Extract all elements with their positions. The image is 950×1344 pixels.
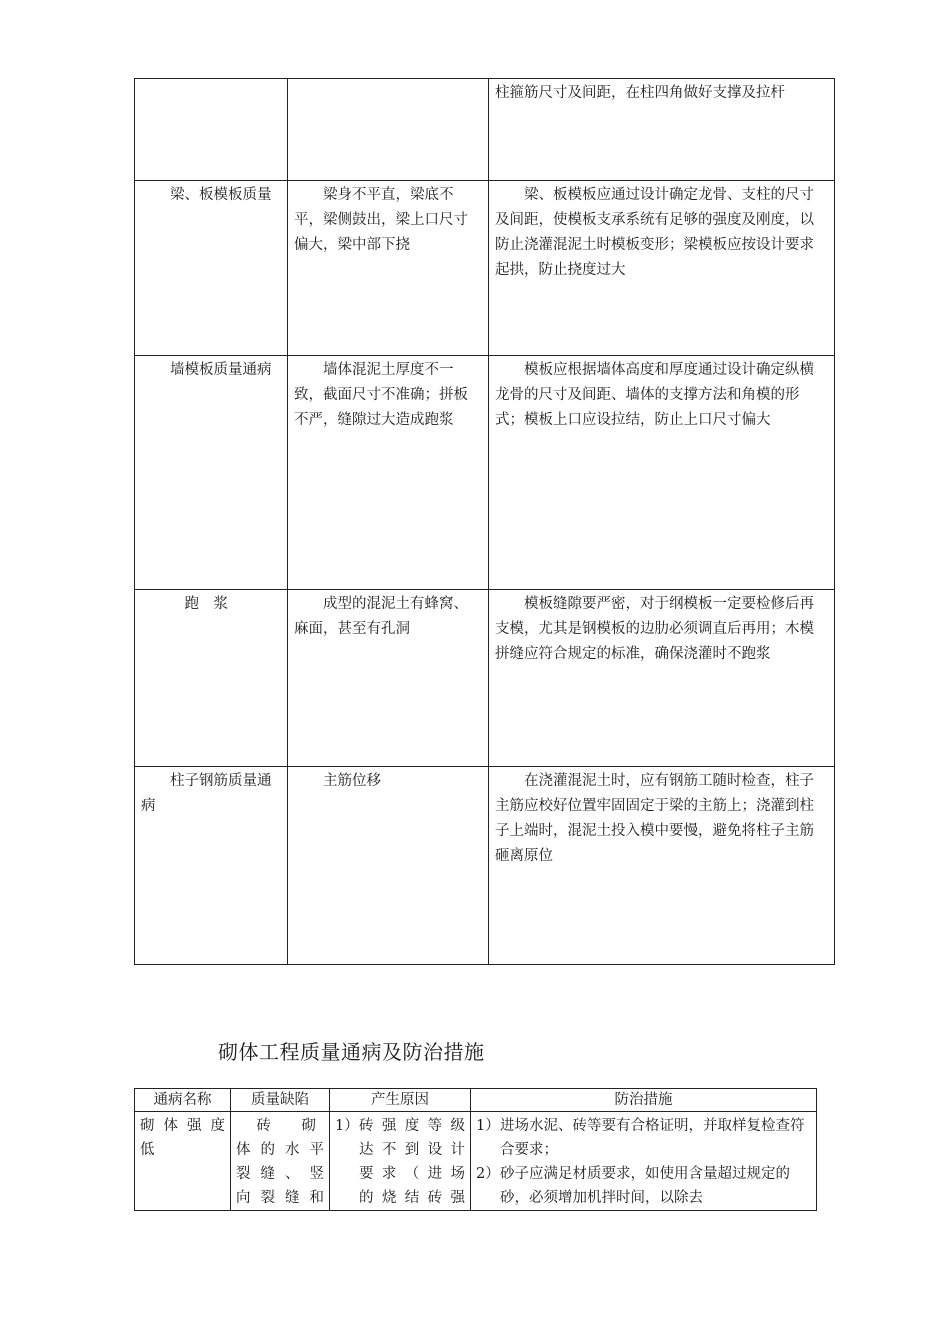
defect-line: 向裂缝和 <box>236 1190 324 1206</box>
header-cause: 产生原因 <box>330 1089 471 1112</box>
measure-number: 2） <box>476 1166 500 1182</box>
defect-cell: 墙体混泥土厚度不一致，截面尺寸不准确；拼板不严，缝隙过大造成跑浆 <box>288 356 489 590</box>
item-cell: 墙模板质量通病 <box>135 356 288 590</box>
measure-cell: 在浇灌混泥土时，应有钢筋工随时检查，柱子主筋应校好位置牢固固定于梁的主筋上；浇灌到柱子上端时，混泥土投入模中要慢，避免将柱子主筋砸离原位 <box>489 767 835 965</box>
header-defect: 质量缺陷 <box>231 1089 330 1112</box>
cause-line: 要求（进场 <box>359 1166 465 1182</box>
defect-cell: 梁身不平直，梁底不平，梁侧鼓出，梁上口尺寸偏大，梁中部下挠 <box>288 181 489 356</box>
measure-cell: 柱箍筋尺寸及间距，在柱四角做好支撑及拉杆 <box>489 79 835 181</box>
defect-line: 体的水平 <box>236 1142 324 1158</box>
cause-line: 达不到设计 <box>359 1142 465 1158</box>
table-row <box>135 181 835 356</box>
table-header-row <box>135 1089 817 1112</box>
formwork-defects-table <box>134 78 835 965</box>
list-item <box>476 1114 811 1162</box>
cause-number: 1） <box>335 1118 359 1134</box>
table-row <box>135 767 835 965</box>
measure-number: 1） <box>476 1118 500 1134</box>
defect-cell: 主筋位移 <box>288 767 489 965</box>
header-measure: 防治措施 <box>471 1089 817 1112</box>
cause-cell <box>330 1112 471 1211</box>
section-title: 砌体工程质量通病及防治措施 <box>218 1040 485 1064</box>
measure-text: 砂子应满足材质要求，如使用含量超过规定的砂，必须增加机拌时间，以除去 <box>500 1166 790 1206</box>
name-line: 砌体强度 <box>140 1118 225 1134</box>
item-cell: 跑 浆 <box>135 590 288 767</box>
defect-line: 砖 砌 <box>256 1118 324 1134</box>
measure-cell: 模板缝隙要严密，对于纲模板一定要检修后再支模，尤其是钢模板的边肋必须调直后再用；木模拼缝应符合规定的标准，确保浇灌时不跑浆 <box>489 590 835 767</box>
table-row <box>135 356 835 590</box>
defect-cell: 成型的混泥土有蜂窝、麻面，甚至有孔洞 <box>288 590 489 767</box>
list-item <box>476 1162 811 1210</box>
defect-cell <box>288 79 489 181</box>
table-row <box>135 1112 817 1211</box>
header-name: 通病名称 <box>135 1089 231 1112</box>
item-cell: 梁、板模板质量 <box>135 181 288 356</box>
measure-text: 进场水泥、砖等要有合格证明，并取样复检查符合要求； <box>500 1118 805 1158</box>
masonry-defects-table <box>134 1088 817 1211</box>
defect-cell <box>231 1112 330 1211</box>
item-cell <box>135 79 288 181</box>
defect-line: 裂缝、竖 <box>236 1166 324 1182</box>
measure-cell <box>471 1112 817 1211</box>
name-line: 低 <box>140 1142 155 1158</box>
measure-cell: 梁、板模板应通过设计确定龙骨、支柱的尺寸及间距，使模板支承系统有足够的强度及刚度，以防止浇灌混泥土时模板变形；梁模板应按设计要求起拱，防止挠度过大 <box>489 181 835 356</box>
measure-cell: 模板应根据墙体高度和厚度通过设计确定纵横龙骨的尺寸及间距、墙体的支撑方法和角模的形式；模板上口应设拉结，防止上口尺寸偏大 <box>489 356 835 590</box>
table-row <box>135 79 835 181</box>
cause-line: 的烧结砖强 <box>359 1190 465 1206</box>
cause-line: 砖强度等级 <box>359 1118 465 1134</box>
item-cell: 柱子钢筋质量通病 <box>135 767 288 965</box>
table-row <box>135 590 835 767</box>
name-cell <box>135 1112 231 1211</box>
